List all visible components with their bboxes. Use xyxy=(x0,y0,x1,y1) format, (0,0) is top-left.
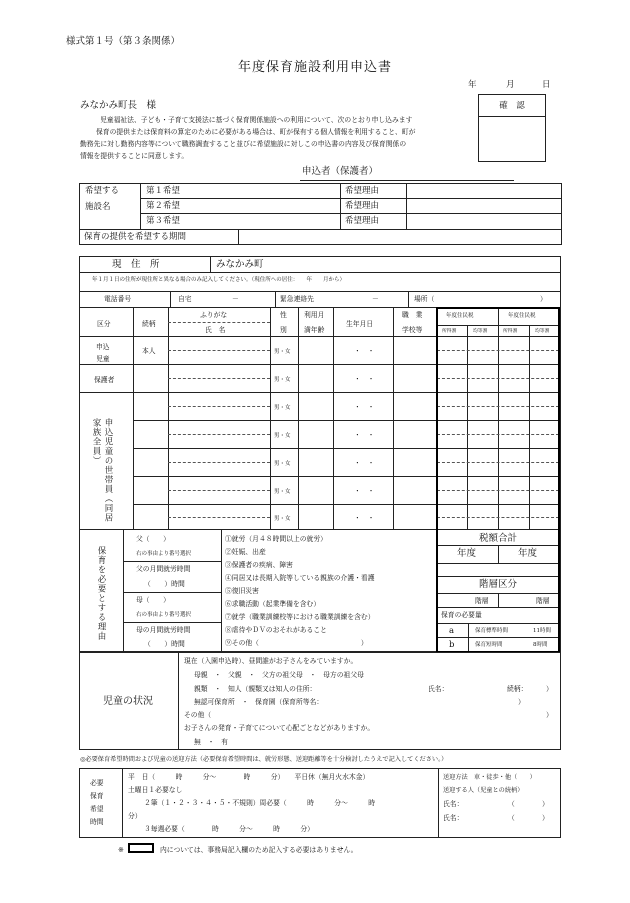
choice-3: 第３希望 xyxy=(146,216,181,226)
phone-label: 電話番号 xyxy=(104,295,132,303)
kaisou-2: 階層 xyxy=(536,597,550,605)
tax-total-label: 税額合計 xyxy=(478,533,517,544)
applicant-line[interactable] xyxy=(300,180,514,181)
father-label: 父（ ） xyxy=(136,535,170,543)
row-parent-kubun: 保護者 xyxy=(94,376,115,384)
col-usage-2: 満年齢 xyxy=(304,326,325,334)
place-label: 場所（ xyxy=(414,295,435,303)
transport-name-2[interactable]: 氏名： xyxy=(443,814,464,822)
class-label: 階層区分 xyxy=(478,579,517,590)
col-tax-sub-2: 均等割 xyxy=(473,329,488,334)
choice-2: 第２希望 xyxy=(146,201,181,211)
status-close-2: ） xyxy=(518,698,525,706)
col-job-1: 職 業 xyxy=(402,311,423,319)
time-line-3[interactable]: ２筆（１・２・３・４・５・不規則）周必要（ 時 分～ 時 xyxy=(144,799,376,807)
col-name: 氏 名 xyxy=(205,326,226,334)
time-label-4: 時間 xyxy=(90,818,104,826)
choice-1: 第１希望 xyxy=(146,186,181,196)
time-line-4: 分） xyxy=(128,812,142,820)
date-month[interactable]: 月 xyxy=(506,80,515,90)
row-3-birth[interactable]: ・ ・ xyxy=(354,403,375,411)
row-4-birth[interactable]: ・ ・ xyxy=(354,431,375,439)
time-label-1: 必要 xyxy=(90,779,104,787)
need-b-text: 保育短時間 xyxy=(475,642,503,648)
footer-note: 内については、事務局記入欄のため記入する必要はありません。 xyxy=(160,846,358,854)
col-sex-2: 別 xyxy=(280,326,287,334)
reason-item-4: ④同居又は長期入院等している親族の介護・看護 xyxy=(225,574,375,582)
row-5-sex[interactable]: 男・女 xyxy=(274,461,291,467)
facility-label-2: 施設名 xyxy=(85,202,111,212)
home-dash: － xyxy=(232,295,239,303)
col-furigana: ふりがな xyxy=(200,311,228,319)
transport-name-1[interactable]: 氏名： xyxy=(443,800,464,808)
reason-label-1: 希望理由 xyxy=(345,186,380,196)
col-tax-2: 年度住民税 xyxy=(508,313,536,319)
confirm-label: 確 認 xyxy=(499,101,525,111)
addressee: みなかみ町長 様 xyxy=(80,100,157,111)
page-title: 年度保育施設利用申込書 xyxy=(237,60,392,75)
status-relation-label: 続柄： xyxy=(507,685,528,693)
time-label-2: 保育 xyxy=(90,792,104,800)
col-usage-1: 利用月 xyxy=(304,311,325,319)
footer-bold-box-sample xyxy=(128,843,154,853)
office-use-box xyxy=(436,307,560,653)
form-number: 様式第１号（第３条関係） xyxy=(66,36,181,47)
father-select-note: 右の事由より番号選択 xyxy=(136,551,192,557)
home-label: 自宅 xyxy=(178,295,192,303)
row-3-sex[interactable]: 男・女 xyxy=(274,405,291,411)
tax-nendo-2: 年度 xyxy=(518,548,538,559)
address-note: 年１月１日の住所が現住所と異なる場合のみ記入してください。（現住所への居住： 年 月から） xyxy=(92,277,346,283)
period-label: 保育の提供を希望する期間 xyxy=(84,232,187,242)
col-job-2: 学校等 xyxy=(402,326,423,334)
col-sex-1: 性 xyxy=(280,311,287,319)
reason-item-5: ⑤復旧災害 xyxy=(225,587,259,595)
reason-item-8: ⑧虐待やＤＶのおそれがあること xyxy=(225,626,327,634)
mother-hours-label: 母の月間就労時間 xyxy=(136,626,191,634)
household-label: 申込児童の世帯員（同居家族全員） xyxy=(91,418,113,523)
row-child-relation: 本人 xyxy=(142,347,156,355)
need-a-letter[interactable]: a xyxy=(449,626,455,636)
footer-note-prefix: ※ xyxy=(118,846,124,854)
reason-item-2: ②妊娠、出産 xyxy=(225,548,266,556)
need-b-letter[interactable]: b xyxy=(449,640,455,650)
time-line-5[interactable]: ３毎週必要（ 時 分～ 時 分） xyxy=(144,825,314,833)
status-line-1: 現在（入園申込時）、昼間誰がお子さんをみていますか。 xyxy=(184,657,358,665)
status-line-4: 無認可保育所 ・ 保育園（保育所等名： xyxy=(194,698,324,706)
reason-item-1: ①就労（月４８時間以上の就労） xyxy=(225,535,327,543)
status-close-1: ） xyxy=(546,685,553,693)
need-a-hours: 11時間 xyxy=(533,628,551,634)
time-line-1[interactable]: 平 日（ 時 分～ 時 分） 平日休（無月火水木金） xyxy=(128,773,370,781)
address-label: 現 住 所 xyxy=(112,259,160,270)
reason-item-3: ③保護者の疾病、障害 xyxy=(225,561,293,569)
row-6-sex[interactable]: 男・女 xyxy=(274,489,291,495)
intro-line-2: 保育の提供または保育料の算定のために必要がある場合は、町が保有する個人情報を利用すること、町が xyxy=(96,128,416,136)
address-value[interactable]: みなかみ町 xyxy=(216,259,264,270)
intro-line-4: 情報を提供することに同意します。 xyxy=(80,152,189,160)
status-line-7[interactable]: 無 ・ 有 xyxy=(194,738,228,746)
row-6-birth[interactable]: ・ ・ xyxy=(354,487,375,495)
date-day[interactable]: 日 xyxy=(542,80,551,90)
reason-label-3: 希望理由 xyxy=(345,216,380,226)
row-child-birth[interactable]: ・ ・ xyxy=(354,347,375,355)
status-line-3: 親類 ・ 知人（親類又は知人の住所： xyxy=(194,685,317,693)
reason-item-6: ⑥求職活動（起業準備を含む） xyxy=(225,600,321,608)
kaisou-1: 階層 xyxy=(475,597,489,605)
mother-label: 母（ ） xyxy=(136,596,170,604)
reason-item-9: ⑨その他（ ） xyxy=(225,639,368,647)
status-line-6: お子さんの発育・子育てについて心配ごとなどがありますか。 xyxy=(184,724,375,732)
date-year[interactable]: 年 xyxy=(468,80,477,90)
hoiku-need-label: 保育の必要量 xyxy=(441,611,482,619)
mother-select-note: 右の事由より番号選択 xyxy=(136,612,192,618)
row-7-sex[interactable]: 男・女 xyxy=(274,516,291,522)
row-4-sex[interactable]: 男・女 xyxy=(274,433,291,439)
row-parent-birth[interactable]: ・ ・ xyxy=(354,375,375,383)
status-line-5: その他（ xyxy=(184,711,212,719)
row-5-birth[interactable]: ・ ・ xyxy=(354,459,375,467)
col-birth: 生年月日 xyxy=(346,320,374,328)
transport-person: 送迎する人（児童との続柄） xyxy=(443,787,524,794)
reason-vertical-label: 保育を必要とする理由 xyxy=(96,546,106,641)
place-close: ） xyxy=(540,295,547,303)
need-a-text: 保育標準時間 xyxy=(475,628,509,634)
mother-hours-value[interactable]: （ ）時間 xyxy=(144,640,185,648)
time-label-3: 希望 xyxy=(90,805,104,813)
row-7-birth[interactable]: ・ ・ xyxy=(354,514,375,522)
col-tax-1: 年度住民税 xyxy=(446,313,474,319)
reason-item-7: ⑦就学（職業訓練校等における職業訓練を含む） xyxy=(225,613,375,621)
col-kubun: 区分 xyxy=(97,320,111,328)
reason-label-2: 希望理由 xyxy=(345,201,380,211)
father-hours-value[interactable]: （ ）時間 xyxy=(144,580,185,588)
col-tax-sub-3: 所得割 xyxy=(503,329,518,334)
intro-line-3: 勤務先に対し勤務内容等について職務調査すること並びに希望施設に対しこの申込書の内容及び保育関係の xyxy=(80,140,407,148)
applicant-label: 申込者（保護者） xyxy=(302,166,379,177)
emergency-dash: － xyxy=(372,295,379,303)
status-name-label: 氏名： xyxy=(428,685,449,693)
col-relation: 続柄 xyxy=(142,320,156,328)
col-tax-sub-4: 均等割 xyxy=(535,329,550,334)
time-note: ◎必要保育希望時間および児童の送迎方法（必要保育希望時間は、就労形態、送迎距離等を十分検討したうえで記入してください。） xyxy=(80,756,448,763)
intro-line-1: 児童福祉法、子ども・子育て支援法に基づく保育関係施設への利用について、次のとおり申し込みます xyxy=(100,116,413,124)
row-child-sex[interactable]: 男・女 xyxy=(274,349,291,355)
tax-nendo-1: 年度 xyxy=(457,548,477,559)
row-child-kubun-1: 申込 xyxy=(96,343,110,351)
father-hours-label: 父の月間就労時間 xyxy=(136,565,191,573)
transport-method[interactable]: 送迎方法 車・徒歩・他（ ） xyxy=(443,774,536,781)
child-status-label: 児童の状況 xyxy=(103,696,153,707)
transport-paren-1[interactable]: （ ） xyxy=(508,800,549,808)
row-parent-sex[interactable]: 男・女 xyxy=(274,377,291,383)
status-close-3: ） xyxy=(546,711,553,719)
status-line-2: 母親 ・ 父親 ・ 父方の祖父母 ・ 母方の祖父母 xyxy=(194,671,364,679)
facility-label-1: 希望する xyxy=(85,186,120,196)
row-child-kubun-2: 児童 xyxy=(96,355,110,363)
need-b-hours: 8時間 xyxy=(533,642,548,648)
transport-paren-2[interactable]: （ ） xyxy=(508,814,549,822)
emergency-label: 緊急連絡先 xyxy=(280,295,314,303)
time-line-2[interactable]: 土曜日１必要なし xyxy=(128,786,183,794)
col-tax-sub-1: 所得割 xyxy=(442,329,457,334)
